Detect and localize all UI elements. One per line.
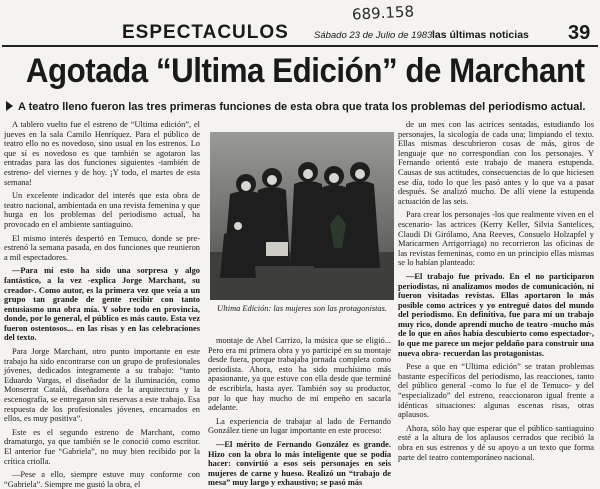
paragraph: La experiencia de trabajar al lado de Fernando González tiene un lugar importante en este proceso: bbox=[208, 416, 391, 436]
paragraph: Ahora, sólo hay que esperar que el público santiaguino esté a la altura de los aplausos cerrados que recibió la obra en sus estrenos y dé su apoyo a un texto que forma parte del teatro contemporáneo nacional. bbox=[398, 423, 594, 462]
subheadline-text: A teatro lleno fueron las tres primeras funciones de esta obra que trata los problemas del periodismo actual. bbox=[18, 101, 586, 113]
article-column-2 bbox=[208, 336, 391, 488]
paragraph: A tablero vuelto fue el estreno de “Ultima edición”, el jueves en la sala Camilo Henríquez. Para el público de teatro ello no es novedoso, sino usual en los estrenos. Lo que sí es novedoso es que también se agotaron las entradas para las dos funciones siguientes -también de estreno- del viernes y de hoy. ¡Y todo, el martes de esta semana! bbox=[4, 120, 200, 187]
cast-photo bbox=[210, 132, 394, 300]
paragraph: Pese a que en “Ultima edición” se tratan problemas bastante específicos del periodismo, las reacciones, tanto del público general -como lo fue el de Temuco- y del “especializado” del estreno, reaccionaron igual frente a idénticas situaciones: algunas escenas risas, otras aplausos. bbox=[398, 362, 594, 420]
header-divider bbox=[2, 45, 598, 47]
photo-caption: Ultima Edición: las mujeres son las protagonistas. bbox=[217, 304, 387, 313]
paragraph: El mismo interés despertó en Temuco, donde se pre-estrenó la semana pasada, en dos funciones que reunieron a mil espectadores. bbox=[4, 233, 200, 262]
quote-paragraph: —Pese a ello, siempre estuve muy conforme con “Gabriela”. Siempre me gustó la obra, el bbox=[4, 470, 200, 489]
paragraph: Para Jorge Marchant, otro punto importante en este trabajo ha sido encontrarse con un grupo de profesionales jóvenes, dedicados íntegramente a su trabajo: “tanto Eduardo Vargas, el diseñador de la iluminación, como Monserrat Catalá, diseñadora de la arquitectura y la escenografía, se entregaron sin reservas a este trabajo. Esa respuesta de los profesionales jóvenes, encarnados en ellos, es muy positiva”. bbox=[4, 347, 200, 424]
cast-photo-illustration bbox=[210, 132, 394, 300]
article-column-3 bbox=[398, 120, 594, 470]
quote-paragraph: —El mérito de Fernando González es grande. Hizo con la obra lo más inteligente que se podía hacer: convirtió a esos seis personajes en seis mujeres de carne y hueso. Realizó un “trabajo de mesa” muy largo y exhaustivo; se pasó más bbox=[208, 439, 391, 488]
article-headline: Agotada “Ultima Edición” de Marchant bbox=[25, 52, 585, 90]
issue-date: Sábado 23 de Julio de 1983 bbox=[314, 30, 433, 41]
page-number: 39 bbox=[568, 22, 591, 44]
quote-paragraph: —El trabajo fue privado. En el no participaron periodistas, ni analizamos modos de comunicación, ni fueron visitadas revistas. Ellas aportaron lo más posible como actrices y yo entregué datos del mundo del periodismo. En definitiva, fue para mí un trabajo muy rico, donde aprendí mucho de teatro -mucho más de lo que en años había descubierto como espectador-, lo que me parece un mejor peldaño para construir una nueva obra- recuerdan las protagonistas. bbox=[398, 271, 594, 358]
paragraph: montaje de Abel Carrizo, la música que se eligió... Pero era mi primera obra y yo participé en su montaje desde fuera, porque trabajaba jornada completa como periodista. Ahora, esto ha sido muchísimo más apasionante, ya que estuve con ella desde que terminé de escribirla, hasta ayer. También soy su productor, por lo que hay mucho de mi empeño en sacarla adelante. bbox=[208, 336, 391, 413]
quote-paragraph: —Para mí esto ha sido una sorpresa y algo fantástico, a la vez -explica Jorge Marchant, su creador-. Como autor, es la primera vez que veía a un grupo tan grande de gente recibir con tanto entusiasmo una obra mía. Y sobre todo en provincia, donde, por lo general, el público es más cauto. Esta vez fueron ostentosos... en las risas y en las celebraciones del texto. bbox=[4, 266, 200, 343]
article-column-1 bbox=[4, 120, 200, 489]
handwritten-archive-number: 689.158 bbox=[351, 2, 415, 24]
section-title: ESPECTACULOS bbox=[122, 22, 289, 43]
paragraph: Para crear los personajes -los que realmente viven en el escenario- las actrices (Kerry Keller, Silvia Santelices, Claudi Di Girólamo, Ana Reeves, Consuelo Holzapfel y Maricarmen Arrigorriaga) no recorrieron las oficinas de las revistas femeninas, como en un principio ellas mismas se lo habían planteado: bbox=[398, 210, 594, 268]
triangle-bullet-icon bbox=[6, 101, 13, 111]
article-subheadline bbox=[6, 101, 596, 113]
paragraph: de un mes con las actrices sentadas, estudiando los personajes, la sicología de cada una; limpiando el texto. Ellas mismas descubrieron cosas de más, giros de lenguaje que no correspondían con los personajes. Y Fernando orientó este trabajo de manera estupenda. Causas de sus actitudes, consecuencias de lo que hiciesen ese día, todo lo que les pasó antes y lo que va a pasar después. Se analizó mucho. De allí viene la estupenda actuación de las seis. bbox=[398, 120, 594, 206]
publication-name: las últimas noticias bbox=[432, 29, 529, 41]
paragraph: Un excelente indicador del interés que esta obra de teatro nacional, ambientada en una revista femenina y que hurga en los problemas del periodismo actual, ha provocado en el ambiente santiaguino. bbox=[4, 191, 200, 229]
paragraph: Este es el segundo estreno de Marchant, como dramaturgo, ya que también se le conoció como escritor. El anterior fue “Gabriela”, no muy bien recibido por la crítica criolla. bbox=[4, 427, 200, 466]
